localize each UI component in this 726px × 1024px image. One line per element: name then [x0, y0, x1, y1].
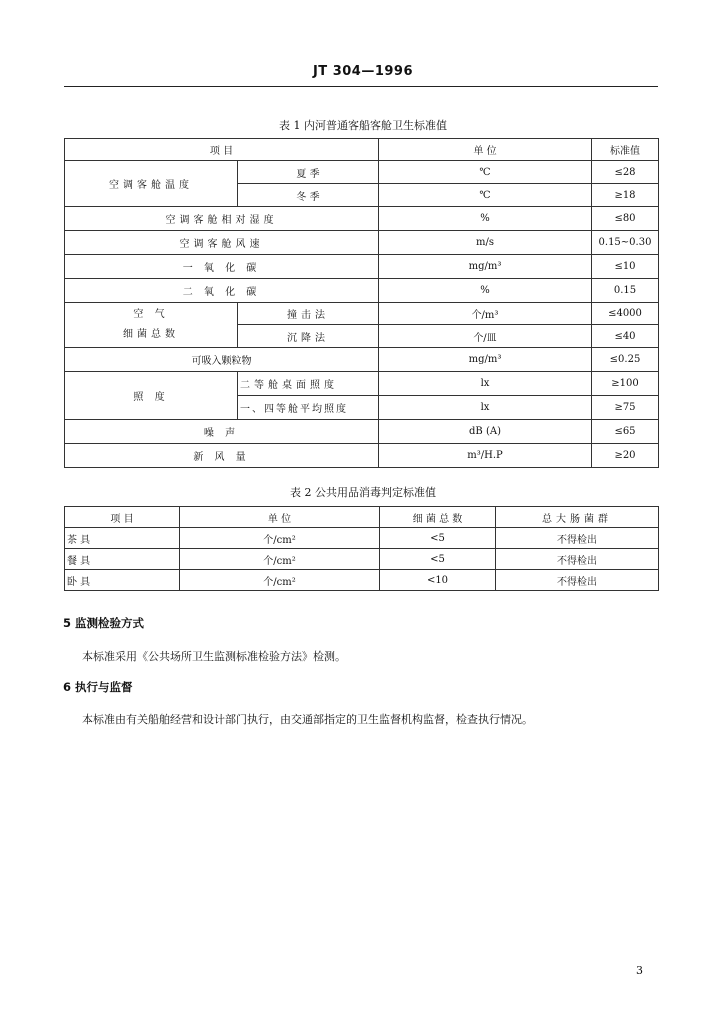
row-coliform: 不得检出: [496, 528, 659, 549]
row-group-label: 照 度: [65, 372, 238, 420]
row-item: 餐 具: [65, 549, 180, 570]
table-row: [65, 279, 659, 303]
table1-caption: 表 1 内河普通客船客舱卫生标准值: [279, 119, 447, 132]
row-unit: mg/m³: [379, 255, 592, 279]
row-value: ≥75: [592, 396, 659, 420]
table-row: [65, 348, 659, 372]
row-value: ≤80: [592, 207, 659, 231]
row-value: ≤0.25: [592, 348, 659, 372]
header-item: 项 目: [65, 507, 180, 528]
row-bacteria-count: <10: [380, 570, 496, 591]
row-item-label: 二 氧 化 碳: [65, 279, 379, 303]
row-value: ≤28: [592, 161, 659, 184]
row-unit: 个/cm²: [180, 528, 380, 549]
header-standard: 标准值: [592, 139, 659, 161]
row-unit: dB (A): [379, 420, 592, 444]
section6-body: 本标准由有关船舶经营和设计部门执行，由交通部指定的卫生监督机构监督，检查执行情况。: [82, 713, 533, 726]
row-unit: %: [379, 279, 592, 303]
row-value: ≤65: [592, 420, 659, 444]
header-item: 项 目: [65, 139, 379, 161]
row-sub-label: 撞击法: [238, 303, 379, 325]
table-row: [65, 303, 659, 325]
row-unit: mg/m³: [379, 348, 592, 372]
row-value: ≥20: [592, 444, 659, 468]
row-item-label: 新 风 量: [65, 444, 379, 468]
row-value: ≥100: [592, 372, 659, 396]
row-value: 0.15: [592, 279, 659, 303]
table-row: [65, 161, 659, 184]
row-unit: lx: [379, 396, 592, 420]
row-sub-label: 夏 季: [238, 161, 379, 184]
row-item-label: 噪 声: [65, 420, 379, 444]
row-coliform: 不得检出: [496, 549, 659, 570]
table-row: [65, 372, 659, 396]
row-group-label: 空调客舱温度: [65, 161, 238, 207]
table-row: [65, 207, 659, 231]
row-value: 0.15~0.30: [592, 231, 659, 255]
hygiene-standard-table: [64, 138, 659, 468]
row-unit: ℃: [379, 161, 592, 184]
section6-title: 6 执行与监督: [63, 680, 133, 694]
row-value: ≤10: [592, 255, 659, 279]
row-item-label: 一 氧 化 碳: [65, 255, 379, 279]
row-sub-label: 二等舱桌面照度: [238, 372, 379, 396]
table-row: [65, 420, 659, 444]
row-group-label: [65, 303, 238, 348]
row-bacteria-count: <5: [380, 528, 496, 549]
table-row: [65, 231, 659, 255]
table-row: [65, 549, 659, 570]
table-header-row: [65, 139, 659, 161]
section5-title: 5 监测检验方式: [63, 616, 145, 630]
row-unit: m³/H.P: [379, 444, 592, 468]
header-coliform: 总大肠菌群: [496, 507, 659, 528]
row-sub-label: 沉降法: [238, 325, 379, 348]
disinfection-standard-table: [64, 506, 659, 591]
row-item-label: 空调客舱相对湿度: [65, 207, 379, 231]
row-value: ≤4000: [592, 303, 659, 325]
row-sub-label: 一、四等舱平均照度: [238, 396, 379, 420]
row-sub-label: 冬 季: [238, 184, 379, 207]
row-value: ≤40: [592, 325, 659, 348]
header-bacteria-count: 细 菌 总 数: [380, 507, 496, 528]
row-unit: %: [379, 207, 592, 231]
row-value: ≥18: [592, 184, 659, 207]
table-row: [65, 528, 659, 549]
row-unit: 个/cm²: [180, 570, 380, 591]
row-item: 茶 具: [65, 528, 180, 549]
page-number: 3: [636, 964, 643, 977]
table-header-row: [65, 507, 659, 528]
table2-caption: 表 2 公共用品消毒判定标准值: [290, 486, 436, 499]
row-unit: 个/皿: [379, 325, 592, 348]
group-line-1: 空 气: [133, 309, 169, 320]
row-unit: ℃: [379, 184, 592, 207]
table-row: [65, 444, 659, 468]
table-row: [65, 570, 659, 591]
group-line-2: 细菌总数: [123, 329, 179, 340]
page-header: JT 304—1996: [312, 64, 414, 79]
header-unit: 单 位: [379, 139, 592, 161]
row-unit: lx: [379, 372, 592, 396]
header-unit: 单 位: [180, 507, 380, 528]
row-unit: m/s: [379, 231, 592, 255]
row-item: 卧 具: [65, 570, 180, 591]
header-rule: [64, 86, 658, 87]
row-bacteria-count: <5: [380, 549, 496, 570]
row-item-label: 可吸入颗粒物: [65, 348, 379, 372]
row-unit: 个/m³: [379, 303, 592, 325]
row-item-label: 空调客舱风速: [65, 231, 379, 255]
row-coliform: 不得检出: [496, 570, 659, 591]
table-row: [65, 255, 659, 279]
row-unit: 个/cm²: [180, 549, 380, 570]
section5-body: 本标准采用《公共场所卫生监测标准检验方法》检测。: [82, 650, 346, 663]
